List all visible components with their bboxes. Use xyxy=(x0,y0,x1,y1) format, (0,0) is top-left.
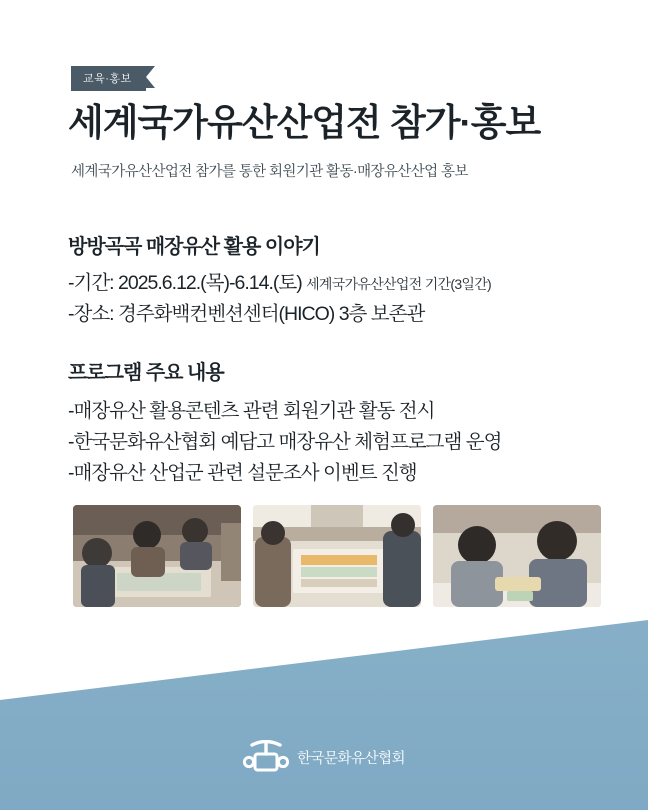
page-title: 세계국가유산산업전 참가·홍보 xyxy=(68,102,541,143)
section-line xyxy=(68,395,501,423)
section-line-main: -한국문화유산협회 예담고 매장유산 체험프로그램 운영 xyxy=(68,431,502,453)
section-heading: 방방곡곡 매장유산 활용 이야기 xyxy=(68,236,320,258)
section-heading: 프로그램 주요 내용 xyxy=(68,362,224,384)
section-schedule xyxy=(68,230,491,329)
category-tag-wrapper xyxy=(71,66,146,91)
section-line-main: -매장유산 산업군 관련 설문조사 이벤트 진행 xyxy=(68,462,417,484)
section-line-main: -매장유산 활용콘텐츠 관련 회원기관 활동 전시 xyxy=(68,400,435,422)
section-line-main: -기간: 2025.6.12.(목)-6.14.(토) xyxy=(68,272,302,294)
section-line xyxy=(68,457,501,485)
section-program xyxy=(68,356,501,488)
section-line xyxy=(68,298,491,326)
footer xyxy=(0,740,648,774)
section-line xyxy=(68,267,491,295)
photo-board-game-table xyxy=(253,505,421,607)
association-logo-icon xyxy=(243,740,289,774)
category-tag: 교육·홍보 xyxy=(71,66,146,91)
photo-booth-visitors xyxy=(73,505,241,607)
footer-organization-name: 한국문화유산협회 xyxy=(296,750,406,767)
photo-children-activity xyxy=(433,505,601,607)
section-line-note: 세계국가유산산업전 기간(3일간) xyxy=(306,276,492,292)
page-subtitle: 세계국가유산산업전 참가를 통한 회원기관 활동·매장유산산업 홍보 xyxy=(71,164,468,180)
section-line xyxy=(68,426,501,454)
photo-strip xyxy=(73,505,601,607)
section-line-main: -장소: 경주화백컨벤션센터(HICO) 3층 보존관 xyxy=(68,303,425,325)
